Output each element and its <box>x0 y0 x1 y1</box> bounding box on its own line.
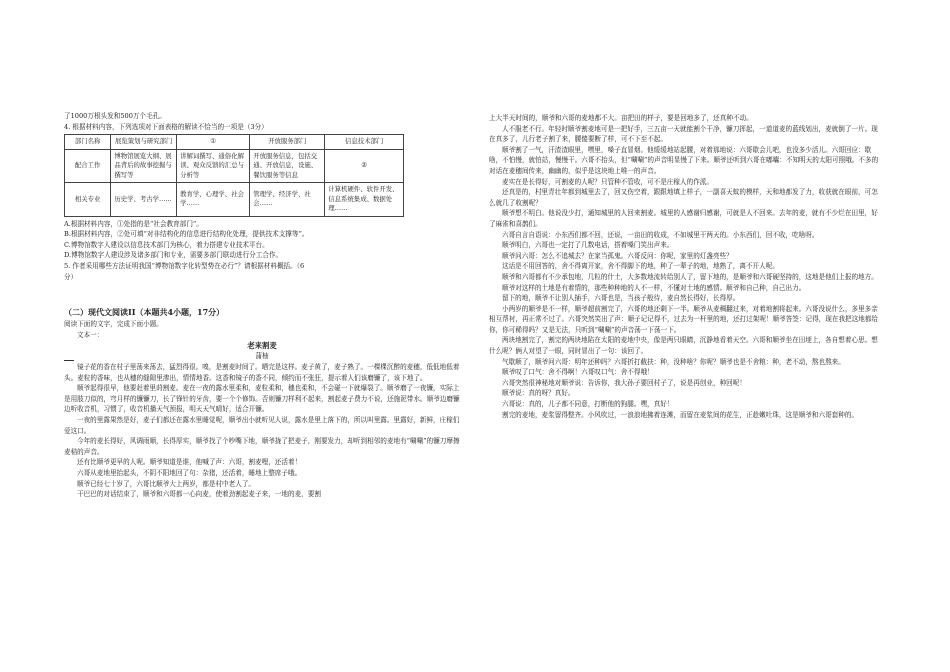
table-cell: 管理学、经济学、社会…… <box>250 183 325 217</box>
text-label: 文本一： <box>77 330 104 339</box>
paragraph: 六哥自言自语说：小东西们都不回，还说，一亩田的收成，不如城里干两天的。小东西们，回不收，吃啥呀。 <box>502 230 819 239</box>
table-cell: 计算机硬件、软件开发、信息系统集成、数据处理…… <box>325 183 404 217</box>
question-5-cont: 分） <box>64 272 78 281</box>
table-row <box>65 149 404 183</box>
table-cell: 配合工作 <box>65 149 111 183</box>
question-4: 4. 根据材料内容，下列选项对下面表格的解读不恰当的一项是（3分） <box>64 122 268 131</box>
paragraph: 今年的麦长得好，风调雨顺，长得厚实，顺爷找了个吵嘴下地，顺爷拢了把麦子，刚要发力，却听到相邻的麦地有“唰唰”的镰刀摩擦麦秸的声音。 <box>64 437 460 456</box>
paragraph: 顺爷对这样的土地是有着情的，那些种种地的人不一样，不懂对土地的感情。顺爷和自己种，自己出力。 <box>502 283 806 292</box>
paragraph: 顺爷和六哥都有不少承包地，几粒的什土，大多数地流转给别人了，留下地的，是顺爷和六哥硬坚持的，这地是他们上报的地方。 <box>502 272 878 281</box>
instructions: 阅读下面的文字，完成下面小题。 <box>64 320 163 329</box>
table-cell: 部门名称 <box>65 135 111 150</box>
paragraph: 人不服老不行。年轻时顺爷割麦地可是一把好手，三五亩一天就能割个干净，镰刀挥起，一道道麦的蓝线划出，麦就倒了一片。现在真多了，儿行老子割了来，腰傻要断了样，可不下至不起。 <box>489 124 878 144</box>
right-column <box>489 113 883 420</box>
divider-tick <box>64 360 74 361</box>
paragraph: 这话是不用回答的，舍不得离开家，舍不得脚下的地，种了一辈子的地，地熟了，离不开人呢。 <box>502 262 779 271</box>
option-d: D.博物馆数字人建设涉及诸多部门和专业，需要多部门联动进行分工合作。 <box>64 251 283 260</box>
option-c: C.博物馆数字人建设以信息技术部门为核心，着力搭建专业技术平台。 <box>64 240 269 249</box>
table-cell: 开放服务部门 <box>250 135 325 150</box>
department-table <box>64 134 404 217</box>
table-cell: 信息技术部门 <box>325 135 404 150</box>
paragraph: 顺爷叹了口气：舍不得啊！六哥叹口气：舍不得哦！ <box>502 368 654 377</box>
paragraph: 顺爷明白，六哥也一定打了几数电话，搭着嗓门笑出声来。 <box>502 241 674 250</box>
paragraph: 气歇顺了，顺爷问六哥：明年还种吗？六哥折打截扶：种，没种啥？你呢？顺爷也是不舍粮：种，老不动，熬也熬来。 <box>502 357 845 366</box>
paragraph: 顺爷问六哥：怎么不追城去？在家当孤鬼。六哥反问：你呢，家里的灯盏亮些？ <box>502 251 733 260</box>
paragraph: 麦实在是长得好，可割麦的人呢？只管种不管收，可不是庄稼人的作派。 <box>502 177 713 186</box>
table-cell: 历史学、考古学…… <box>111 183 177 217</box>
article-title: 老来割麦 <box>247 341 277 351</box>
table-cell: ① <box>177 135 250 150</box>
table-cell: 相关专业 <box>65 183 111 217</box>
paragraph: 干巴巴的对话结束了，顺爷和六哥都一心向麦，使着劲割起麦子来，一地的麦，要割 <box>77 490 321 499</box>
paragraph: 顺爷已经七十岁了，六哥比顺爷大上两岁，都是村中老人了。 <box>77 479 256 488</box>
question-5: 5. 作者采用哪些方法证明我国“博物馆数字化转型势在必行”？请根据材料概括。（6 <box>64 262 305 271</box>
paragraph: 顺爷说：真的呀？真好。 <box>502 389 575 398</box>
option-a: A.根据材料内容，①处指的是“社会教育部门”。 <box>64 219 203 228</box>
text-line: 了1000万根头发和500万个毛孔。 <box>64 112 166 120</box>
paragraph: 上大半天时间的，顺爷和六哥的麦地都不大。亩把田的样子，要是回地多了，还真种不动。 <box>489 114 753 122</box>
paragraph: 镜子花的香在村子里荡来荡去，猛烈得很。嗅，是割麦时间了。晒完是这样。麦子黄了，麦子熟了。一棵棵沉醉的麦穗，低低地低着头。麦粒的香味，也从穗的缝隙里渗出，情情地香。这香和镜子的香不同，倾约而不张狂，提示着人们该磨镰了，该下地了。 <box>64 363 460 382</box>
section-heading: （二）现代文阅读II（本题共4小题，17分） <box>64 307 225 318</box>
table-row <box>65 183 404 217</box>
paragraph: 顺爷割了一气，汗渣渣眼里，嘿里，嗓子直冒烟。他缓缓地站起腰，对着那地说：六哥歇会儿吧，也没多少活儿。六哥回应：歇啥，不怕慢，就怕站，慢慢干。六哥不抬头，但“唰唰”的声音明显慢了下来。顺爷还听到六哥在嘟囔：不知明天的太阳可照哦。不多的对话在麦穗间传来，幽幽的，似乎是这块地上唯一的声音。 <box>489 145 879 175</box>
paragraph: 还有比顺爷更早的人呢。顺爷知道是谁，他喊了声：六哥，割麦哩，还活着！ <box>77 458 302 467</box>
table-cell: 教育学、心理学、社会学…… <box>177 183 250 217</box>
paragraph: 六哥说：真的，儿子都不同意，打断他的狗腿。嘿，真好！ <box>502 400 674 409</box>
left-column <box>64 111 460 500</box>
paragraph: 留下的地，顺爷不让别人插手，六哥也是，当孩子般待，麦自然长得好，长得厚。 <box>502 294 740 303</box>
option-b: B.根据材料内容，②处可填“对非结构化的信息进行结构化处理，提供技术支撑等”。 <box>64 230 309 239</box>
table-cell: 展览策划与研究部门 <box>111 135 177 150</box>
paragraph: 顺爷想不明白。他说没少打，通知城里的人回来割麦。城里的人感谢归感谢，可就是人不回来。去年的麦，就有不少烂在田里，好了麻雀和喜鹊们。 <box>489 209 878 228</box>
table-cell: 讲解词撰写、通俗化解读、观众反馈的汇总与分析等 <box>177 149 250 183</box>
paragraph: 六哥从麦地里抬起头，不阴不阳地回了句：杂猪，还活着，睡地上整席子哦。 <box>77 468 302 477</box>
table-cell: 博物馆展览大纲、展品背后的故事挖掘与撰写等 <box>111 149 177 183</box>
table-row <box>65 135 404 150</box>
paragraph: 两块地割完了，割完的两块地陷在太阳的麦地中央，像是两只眼睛，沉静地看着天空。六哥和顺爷坐在田埂上，各自想着心思。想什么呢？俩人对望了一眼，同时冒出了一句：该回了。 <box>489 336 878 356</box>
paragraph: 一夜的里露果然是好，麦子们都还在露水里睡觉呢，顺爷出小就听见人说，露水是里上落下的，所以叫里露。里露好，新鲜，庄稼们爱这口。 <box>64 416 460 435</box>
paragraph: 六哥突然很神秘地对顺爷说：告诉你，我大孙子要回村子了，说是再创业，种回呢！ <box>502 378 746 387</box>
paragraph: 顺爷起得很早，他要赶着里莳割麦。麦在一夜的露水里柔和，麦粒柔和，穗也柔和，不会碰一下就爆裂了。顺爷磨了一夜镰，实际上是用肢刀似的，穹月样的镰镰刀，长了锋针的牙齿，要一个个修饰。否则镰刀样利不起来，割起麦子费力不说，还施泥带水。顺爷边磨镰边听收音机，习惯了，收音机播天气预报，明天天气晴好，适合开镰。 <box>64 384 460 414</box>
paragraph: 割完的麦地，麦浆留得整齐。小风吹过，一浪浪地拂着连滩，而留在麦浆间的花生，正趁嫩吐珠，这是顺爷和六哥套种的。 <box>502 410 859 419</box>
table-cell: ② <box>325 149 404 183</box>
paragraph: 还真是的，村里青壮年都到城里去了，回又伤空着，跟跟地填上样子，一副喜天蚊的模样，天和地都发了力，收获就在眼前，可怎么就几了收割呢？ <box>489 188 878 207</box>
article-author: 蒲柚 <box>255 352 269 361</box>
table-cell: 开放服务信息，包括交通、开放信息，设施、餐饮服务等信息 <box>250 149 325 183</box>
paragraph: 小两岁的顺爷是不一样，顺爷超前割完了，六哥的地还剩下一半。顺爷从麦稠翻过来，对着地割将起来。六哥没说什么，多里多亲相互帮衬，再正常不过了。六哥突然笑出了声：顺子记记得不，过去为一杆里的地，还打过架呢！顺爷答签：记得，现在我把这地都给你，你可稀得吗？又是无法，只听到“唰唰”的声音荡一下荡一下。 <box>489 304 879 334</box>
